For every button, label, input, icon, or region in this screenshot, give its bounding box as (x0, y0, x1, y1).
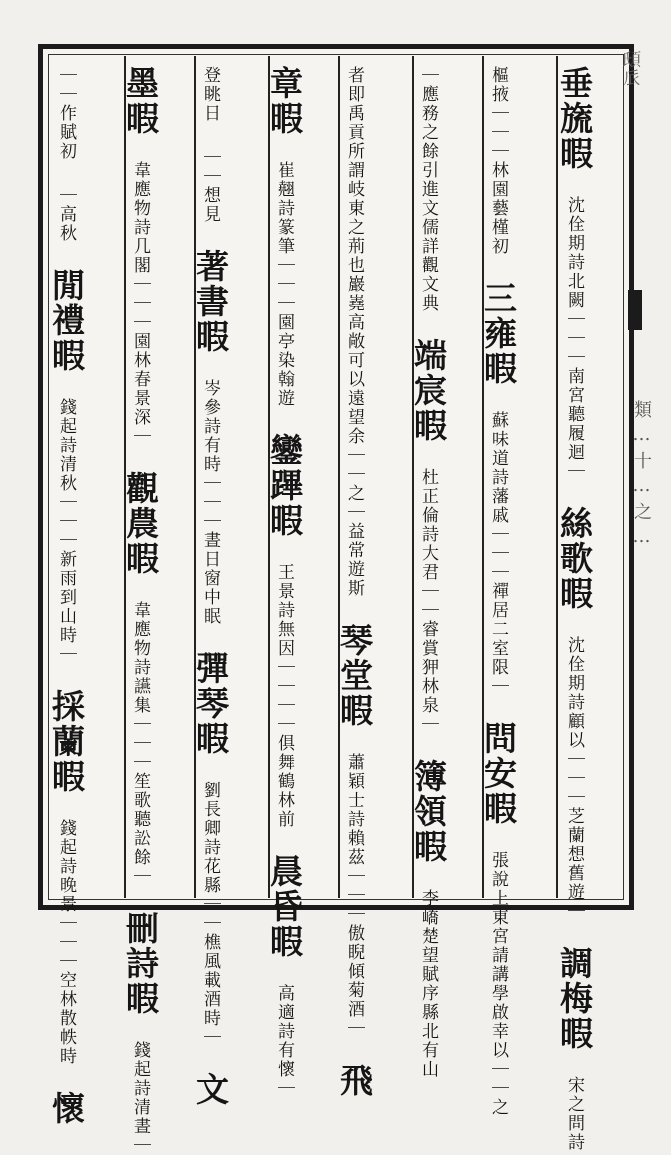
entry-body: 高適詩有懷｜ (274, 984, 294, 1098)
column-rule (124, 56, 126, 898)
column-rule (412, 56, 414, 898)
entry-body: 宋之問詩 (564, 1076, 584, 1152)
entry-body: 韋應物詩讌集｜｜｜笙歌聽訟餘｜ (130, 601, 150, 886)
entry-body: 錢起詩清秋｜｜｜新雨到山時｜ (56, 398, 76, 664)
entry-heading: 調梅暇 (555, 946, 594, 1051)
margin-top-chars: 𩑥𠂢 (621, 50, 642, 86)
column-rule (482, 56, 484, 898)
entry-heading: 端宸暇 (409, 338, 448, 443)
entry-body: ｜｜作賦初 (56, 66, 76, 161)
entry-body: 杜正倫詩大君｜｜睿賞狎林泉｜ (418, 468, 438, 734)
entry-body: 登眺日 (200, 66, 220, 123)
entry-body: 者即禹貢所謂岐東之荊也巖嶤高敞可以遠望余｜｜之｜益常遊斯 (344, 66, 364, 598)
entry-body: ｜高秋 (56, 186, 76, 243)
entry-body: 李嶠楚望賦序縣北有山 (418, 889, 438, 1079)
text-column-7 (121, 56, 192, 1155)
entry-heading: 採蘭暇 (47, 689, 86, 794)
entry-body: ｜應務之餘引進文儒詳觀文典 (418, 66, 438, 313)
entry-heading: 飛 (335, 1063, 374, 1098)
entry-body: 錢起詩晚景｜｜｜空林散帙時 (56, 819, 76, 1066)
text-column-6 (191, 56, 266, 1107)
entry-heading: 絲歌暇 (555, 506, 594, 611)
entry-heading: 文 (191, 1072, 230, 1107)
entry-body: 蕭穎士詩賴茲｜｜｜傲睨傾菊酒｜ (344, 753, 364, 1038)
entry-body: 樞掖｜｜｜林園藝槿初 (488, 66, 508, 256)
entry-body: 張說上東宮請講學啟幸以｜｜之 (488, 851, 508, 1117)
entry-body: ｜｜想見 (200, 148, 220, 224)
entry-heading: 著書暇 (191, 249, 230, 354)
entry-heading: 觀農暇 (121, 471, 160, 576)
entry-heading: 三雍暇 (479, 281, 518, 386)
text-column-8 (47, 56, 122, 1126)
fishtail-mark (628, 290, 642, 330)
entry-heading: 琴堂暇 (335, 623, 374, 728)
column-rule (194, 56, 196, 898)
entry-heading: 章暇 (265, 66, 304, 136)
text-column-2 (479, 56, 554, 1117)
entry-heading: 垂旒暇 (555, 66, 594, 171)
entry-body: 崔翹詩篆筆｜｜｜園亭染翰遊 (274, 161, 294, 408)
column-rule (556, 56, 558, 898)
entry-heading: 晨昏暇 (265, 854, 304, 959)
entry-body: 錢起詩清晝｜ (130, 1041, 150, 1155)
entry-heading: 刪詩暇 (121, 911, 160, 1016)
entry-body: 岑參詩有時｜｜｜晝日窗中眠 (200, 379, 220, 626)
entry-body: 沈佺期詩顧以｜｜｜芝蘭想舊遊｜ (564, 636, 584, 921)
column-rule (338, 56, 340, 898)
entry-heading: 懷 (47, 1091, 86, 1126)
entry-body: 沈佺期詩北闕｜｜｜南宮聽履迴｜ (564, 196, 584, 481)
text-column-4 (335, 56, 410, 1098)
text-column-3 (409, 56, 480, 1079)
entry-body: 劉長卿詩花縣｜｜樵風載酒時｜ (200, 781, 220, 1047)
entry-heading: 彈琴暇 (191, 651, 230, 756)
text-column-5 (265, 56, 336, 1098)
entry-heading: 閒禮暇 (47, 268, 86, 373)
text-column-1 (555, 56, 626, 1152)
entry-body: 蘇味道詩藩戚｜｜｜禪居二室限｜ (488, 411, 508, 696)
entry-heading: 簿領暇 (409, 759, 448, 864)
entry-heading: 墨暇 (121, 66, 160, 136)
column-rule (268, 56, 270, 898)
entry-heading: 問安暇 (479, 721, 518, 826)
entry-body: 王景詩無因｜｜｜｜俱舞鶴林前 (274, 563, 294, 829)
entry-heading: 鑾蹕暇 (265, 433, 304, 538)
entry-body: 韋應物詩几閣｜｜｜園林春景深｜ (130, 161, 150, 446)
margin-side-label: 類…十…之… (631, 400, 652, 553)
